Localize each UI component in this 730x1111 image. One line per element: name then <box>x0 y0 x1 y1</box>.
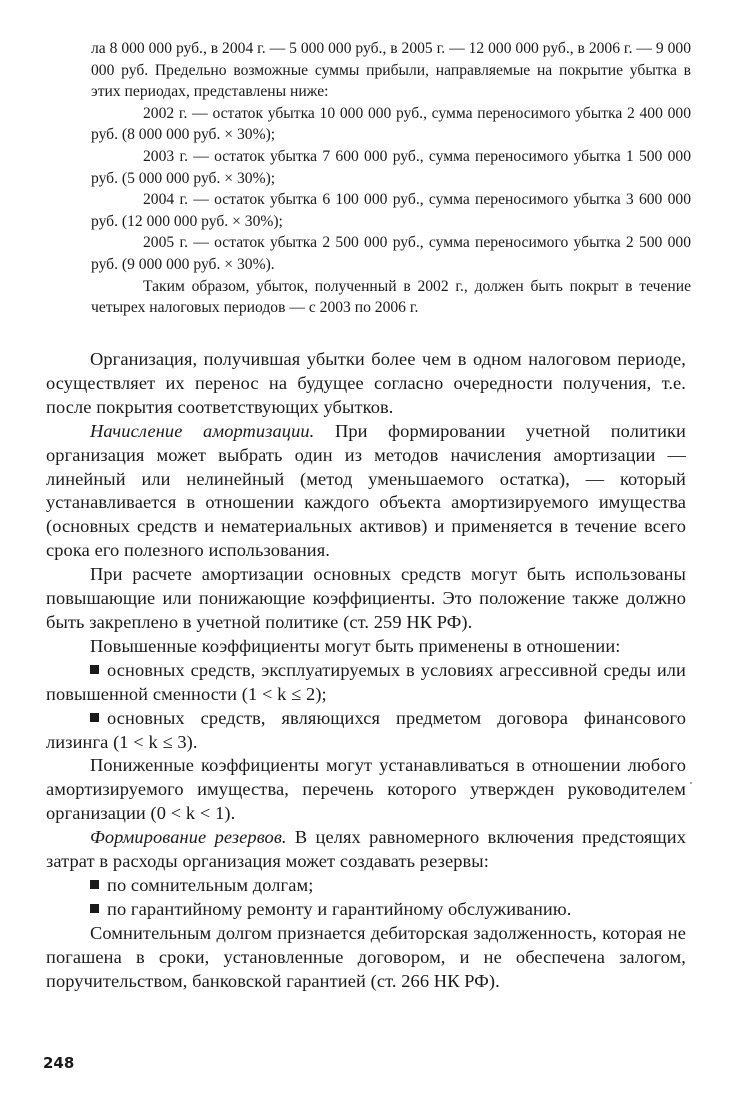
square-bullet-icon <box>90 904 99 913</box>
body-text: При формировании учетной политики организация может выбрать один из методов начисления амортизации — линейный или нелинейный (метод уменьшаемого остатка), — который устанавливается в отношении каждого объекта амортизируемого имущества (основных средств и нематериальных активов) и применяется в течение всего срока его полезного использования. <box>46 420 686 561</box>
print-speck <box>690 782 692 784</box>
body-paragraph: Организация, получившая убытки более чем в одном налоговом периоде, осуществляет их перенос на будущее согласно очередности получения, т.е. после покрытия соответствующих убытков. <box>46 349 686 417</box>
square-bullet-icon <box>90 665 99 674</box>
body-paragraph: Пониженные коэффициенты могут устанавливаться в отношении любого амортизируемого имущества, перечень которого утвержден руководителем организации (0 < k < 1). <box>46 755 686 824</box>
bullet-text: по сомнительным долгам; <box>107 874 314 895</box>
bullet-item <box>46 898 686 922</box>
example-paragraph: ла 8 000 000 руб., в 2004 г. — 5 000 000 руб., в 2005 г. — 12 000 000 руб., в 2006 г. — 9 000 000 руб. Предельно возможные суммы прибыли, направляемые на покрытие убытка в этих периодах, представлены ниже: <box>91 40 691 101</box>
body-text: В целях равномерного включения предстоящих затрат в расходы организация может создавать резервы: <box>46 827 686 872</box>
example-block <box>91 38 691 319</box>
square-bullet-icon <box>90 880 99 889</box>
bullet-text: по гарантийному ремонту и гарантийному обслуживанию. <box>107 898 572 919</box>
body-paragraph <box>46 420 686 563</box>
example-paragraph: 2002 г. — остаток убытка 10 000 000 руб., сумма переносимого убытка 2 400 000 руб. (8 000 000 руб. × 30%); <box>91 104 691 144</box>
bullet-text: основных средств, эксплуатируемых в условиях агрессивной среды или повышенной сменности (1 < k ≤ 2); <box>46 659 686 704</box>
example-paragraph: 2004 г. — остаток убытка 6 100 000 руб., сумма переносимого убытка 3 600 000 руб. (12 000 000 руб. × 30%); <box>91 191 691 230</box>
main-text <box>46 348 686 993</box>
page-number: 248 <box>43 1054 75 1072</box>
example-paragraph: 2003 г. — остаток убытка 7 600 000 руб., сумма переносимого убытка 1 500 000 руб. (5 000 000 руб. × 30%); <box>91 147 691 187</box>
bullet-item <box>46 874 686 898</box>
body-paragraph: Сомнительным долгом признается дебиторская задолженность, которая не погашена в сроки, установленные договором, и не обеспечена залогом, поручительством, банковской гарантией (ст. 266 НК РФ). <box>46 922 686 991</box>
example-paragraph: 2005 г. — остаток убытка 2 500 000 руб., сумма переносимого убытка 2 500 000 руб. (9 000 000 руб. × 30%). <box>91 234 691 273</box>
section-heading-reserves: Формирование резервов. <box>90 827 287 848</box>
example-paragraph: Таким образом, убыток, полученный в 2002 г., должен быть покрыт в течение четырех налоговых периодов — с 2003 по 2006 г. <box>91 277 691 317</box>
body-paragraph <box>46 826 686 874</box>
bullet-item <box>46 659 686 707</box>
bullet-text: основных средств, являющихся предметом договора финансового лизинга (1 < k ≤ 3). <box>46 707 686 752</box>
body-paragraph: Повышенные коэффициенты могут быть применены в отношении: <box>90 635 621 656</box>
square-bullet-icon <box>90 713 99 722</box>
section-heading-depreciation: Начисление амортизации. <box>90 420 315 441</box>
bullet-item <box>46 707 686 755</box>
body-paragraph: При расчете амортизации основных средств могут быть использованы повышающие или понижающие коэффициенты. Это положение также должно быть закреплено в учетной политике (ст. 259 НК РФ). <box>46 564 686 632</box>
